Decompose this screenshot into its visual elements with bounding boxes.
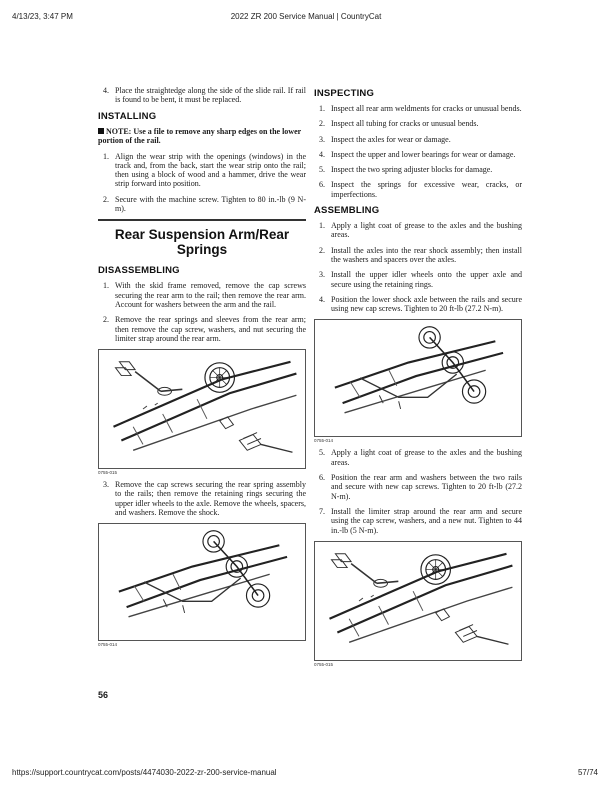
step-number: 3. [319, 270, 325, 280]
assembling-heading: ASSEMBLING [314, 205, 380, 217]
list-item [314, 295, 522, 314]
list-item [98, 195, 306, 214]
step-number: 1. [103, 281, 109, 291]
shock-assembly-illustration [315, 320, 521, 436]
step-number: 5. [319, 448, 325, 458]
list-item [314, 473, 522, 501]
list-item [314, 135, 522, 144]
list-item [314, 150, 522, 159]
step-text: Inspect the springs for excessive wear, cracks, or imperfections. [331, 180, 522, 199]
step-number: 2. [319, 245, 325, 255]
section-divider [98, 219, 306, 221]
shock-step-list [98, 480, 306, 517]
step-number: 2. [103, 194, 109, 204]
step-text: Inspect all tubing for cracks or unusual bends. [331, 119, 479, 129]
disassembling-heading: DISASSEMBLING [98, 265, 180, 277]
list-item [98, 281, 306, 309]
list-item [314, 221, 522, 240]
rear-spring-illustration [99, 524, 305, 640]
list-item [98, 152, 306, 189]
step-number: 6. [319, 473, 325, 483]
list-item [98, 315, 306, 343]
figure-rear-arm-installed [314, 541, 522, 661]
figure-shock-assembly [314, 319, 522, 437]
browser-page-title: 2022 ZR 200 Service Manual | CountryCat [230, 12, 382, 21]
step-text: Apply a light coat of grease to the axles and the bushing areas. [331, 221, 522, 240]
assemble-step-list-continued [314, 448, 522, 534]
section-title: Rear Suspension Arm/Rear Springs [114, 227, 290, 258]
figure-rear-arm-disassembly [98, 349, 306, 469]
step-text: Install the limiter strap around the rear arm and secure using the cap screw, washers, and a new nut. Tighten to 44 in.-lb (5 N-m). [331, 506, 522, 535]
install-step-list [98, 152, 306, 214]
step-number: 1. [319, 221, 325, 231]
figure-rear-spring-assembly [98, 523, 306, 641]
step-number: 1. [103, 151, 109, 161]
step-text: Install the axles into the rear shock assembly; then install the washers and spacers over the axles. [331, 245, 522, 264]
list-item [314, 246, 522, 265]
step-text: Inspect the upper and lower bearings for wear or damage. [331, 149, 516, 159]
assemble-step-list [314, 221, 522, 313]
browser-datetime: 4/13/23, 3:47 PM [12, 12, 73, 21]
step-text: With the skid frame removed, remove the cap screws securing the rear arm to the rail; then remove the rear arm. Account for washers between the arm and the rail. [115, 281, 306, 309]
list-item [314, 104, 522, 113]
list-item [314, 270, 522, 289]
rear-arm-illustration [99, 350, 305, 468]
step-text: Inspect the two spring adjuster blocks for damage. [331, 165, 493, 175]
step-text: Apply a light coat of grease to the axles and the bushing areas. [331, 448, 522, 467]
step-text: Secure with the machine screw. Tighten to 80 in.-lb (9 N-m). [115, 194, 306, 214]
list-item [314, 119, 522, 128]
left-column [98, 86, 306, 652]
installing-heading: INSTALLING [98, 110, 157, 122]
figure-label: 0755-015 [314, 661, 334, 667]
note-block [98, 127, 306, 146]
step-number: 2. [103, 315, 109, 325]
step-number: 7. [319, 506, 325, 516]
step-number: 1. [319, 104, 325, 113]
step-text: Place the straightedge along the side of the slide rail. If rail is found to be bent, it must be replaced. [115, 86, 306, 105]
step-number: 4. [319, 294, 325, 304]
inspect-step-list [314, 104, 522, 199]
step-text: Inspect all rear arm weldments for cracks or unusual bends. [331, 104, 522, 113]
inspecting-heading: INSPECTING [314, 88, 375, 99]
figure-label: 0755-015 [98, 470, 118, 476]
step-number: 6. [319, 180, 325, 190]
list-item [314, 165, 522, 174]
note-square-icon [98, 128, 104, 134]
step-text: Remove the rear springs and sleeves from the rear arm; then remove the cap screw, washers, and nut securing the limiter strap around the rear arm. [115, 315, 306, 343]
step-number: 2. [319, 119, 325, 129]
step-number: 4. [319, 149, 325, 159]
step-text: Align the wear strip with the openings (windows) in the track and, from the back, start the wear strip onto the rail; then using a block of wood and a hammer, drive the wear strip forward into position. [115, 151, 306, 189]
figure-label: 0755-014 [314, 438, 334, 444]
page-url: https://support.countrycat.com/posts/4474030-2022-zr-200-service-manual [12, 768, 277, 777]
page-number: 56 [98, 690, 109, 700]
disassemble-step-list [98, 281, 306, 343]
figure-label: 0755-014 [98, 642, 118, 648]
list-item [98, 86, 306, 105]
step-number: 3. [319, 134, 325, 144]
list-item [314, 448, 522, 467]
step-text: Install the upper idler wheels onto the upper axle and secure using the retaining rings. [331, 270, 522, 289]
list-item [314, 507, 522, 535]
list-item [314, 180, 522, 199]
right-column [314, 86, 522, 672]
step-text: Position the lower shock axle between the rails and secure using new cap screws. Tighten to 20 ft-lb (27.2 N-m). [331, 294, 522, 314]
step-text: Inspect the axles for wear or damage. [331, 134, 451, 144]
step-text: Remove the cap screws securing the rear spring assembly to the rails; then remove the retaining rings securing the upper idler wheels to the axle. Remove the wheels, spacers, and washers. Remove the shock. [115, 480, 306, 518]
page-count: 57/74 [577, 768, 598, 777]
step-text: Position the rear arm and washers between the two rails and secure with new cap screws. Tighten to 20 ft-lb (27.2 N-m). [331, 473, 522, 501]
step-number: 5. [319, 165, 325, 175]
step-number: 4. [103, 86, 109, 95]
rear-arm-installed-illustration [315, 542, 521, 660]
list-item [98, 480, 306, 517]
rail-step-list [98, 86, 306, 105]
note-text: NOTE: Use a file to remove any sharp edges on the lower portion of the rail. [98, 126, 302, 146]
step-number: 3. [103, 480, 109, 490]
